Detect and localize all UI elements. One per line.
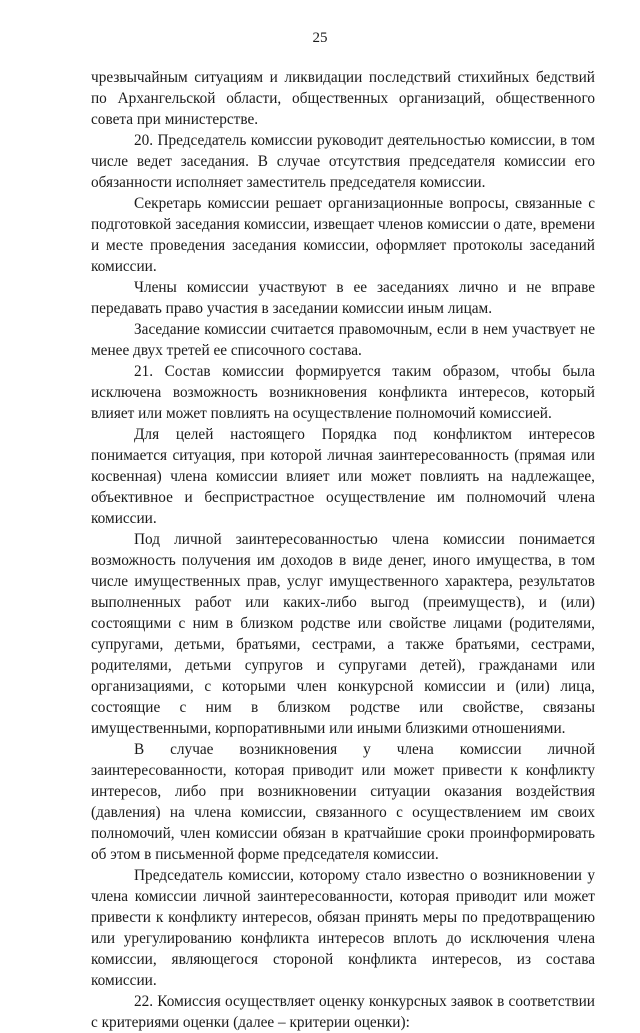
paragraph-notification-duty: В случае возникновения у члена комиссии личной заинтересованности, которая приводит или может привести к конфликту интересов, либо при возникновении ситуации оказания воздействия (давления) на члена комиссии, связанного с осуществлением им своих полномочий, член комиссии обязан в кратчайшие сроки проинформировать об этом в письменной форме председателя комиссии. — [91, 741, 595, 863]
paragraph-quorum: Заседание комиссии считается правомочным, если в нем участвует не менее двух третей ее списочного состава. — [91, 321, 595, 359]
paragraph-chair-measures: Председатель комиссии, которому стало известно о возникновении у члена комиссии личной заинтересованности, которая приводит или может привести к конфликту интересов, обязан принять меры по предотвращению или урегулированию конфликта интересов вплоть до исключения члена комиссии, являющегося стороной конфликта интересов, из состава комиссии. — [91, 867, 595, 989]
paragraph-conflict-definition: Для целей настоящего Порядка под конфликтом интересов понимается ситуация, при которой личная заинтересованность (прямая или косвенная) члена комиссии влияет или может повлиять на надлежащее, объективное и беспристрастное осуществление им полномочий члена комиссии. — [91, 426, 595, 527]
paragraph-secretary: Секретарь комиссии решает организационные вопросы, связанные с подготовкой заседания комиссии, извещает членов комиссии о дате, времени и месте проведения заседания комиссии, оформляет протоколы заседаний комиссии. — [91, 195, 595, 275]
paragraph-personal-interest: Под личной заинтересованностью члена комиссии понимается возможность получения им доходов в виде денег, иного имущества, в том числе имущественных прав, услуг имущественного характера, результатов выполненных работ или каких-либо выгод (преимуществ), и (или) состоящими с ним в близком родстве или свойстве лицами (родителями, супругами, детьми, братьями, сестрами, а также братьями, сестрами, родителями, детьми супругов и супругами детей), гражданами или организациями, с которыми член конкурсной комиссии и (или) лица, состоящие с ним в близком родстве или свойстве, связаны имущественными, корпоративными или иными близкими отношениями. — [91, 531, 595, 737]
paragraph-continuation: чрезвычайным ситуациям и ликвидации последствий стихийных бедствий по Архангельской области, общественных организаций, общественного совета при министерстве. — [91, 69, 595, 128]
paragraph-item-21: 21. Состав комиссии формируется таким образом, чтобы была исключена возможность возникновения конфликта интересов, который влияет или может повлиять на осуществление полномочий комиссией. — [91, 363, 595, 422]
document-body — [91, 67, 595, 1033]
paragraph-item-22: 22. Комиссия осуществляет оценку конкурсных заявок в соответствии с критериями оценки (далее – критерии оценки): — [91, 993, 595, 1031]
paragraph-members: Члены комиссии участвуют в ее заседаниях лично и не вправе передавать право участия в заседании комиссии иным лицам. — [91, 279, 595, 317]
page-number: 25 — [312, 30, 328, 46]
paragraph-item-20: 20. Председатель комиссии руководит деятельностью комиссии, в том числе ведет заседания. В случае отсутствия председателя комиссии его обязанности исполняет заместитель председателя комиссии. — [91, 132, 595, 191]
